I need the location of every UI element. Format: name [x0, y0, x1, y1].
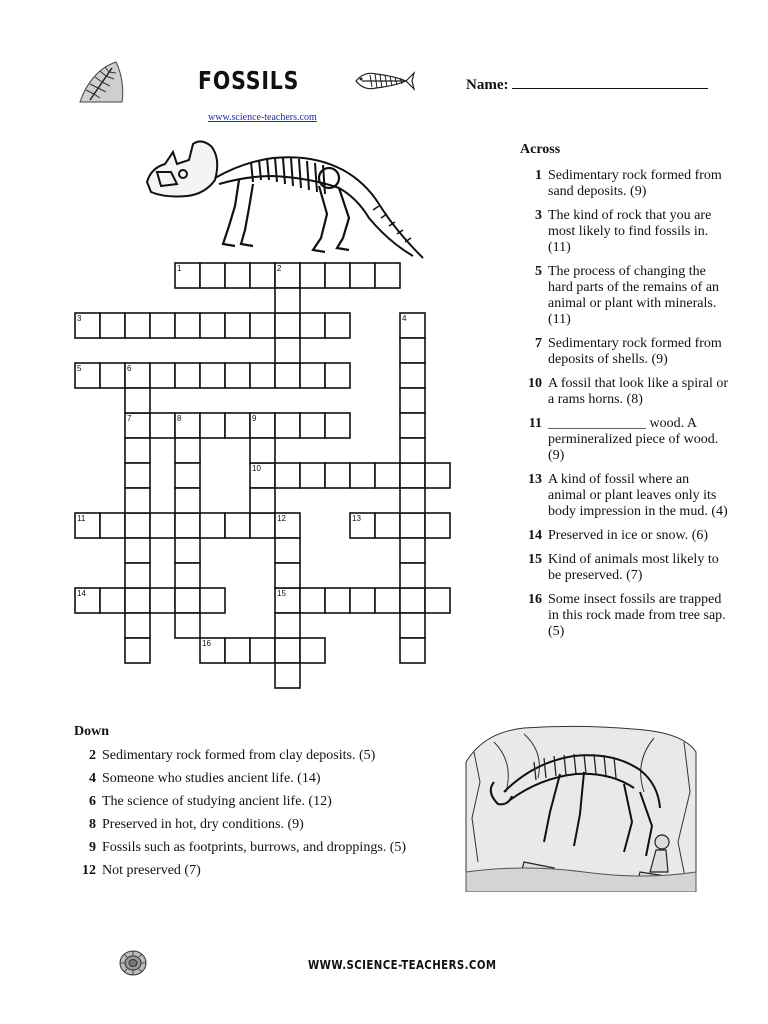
crossword-cell[interactable] [375, 463, 400, 488]
across-clue-11 [520, 416, 730, 464]
crossword-cell[interactable] [225, 363, 250, 388]
cell-number: 2 [277, 264, 282, 273]
crossword-cell[interactable] [200, 313, 225, 338]
crossword-cell[interactable] [350, 463, 375, 488]
clue-number: 3 [535, 208, 542, 223]
crossword-cell[interactable] [150, 413, 175, 438]
crossword-cell[interactable] [125, 613, 150, 638]
crossword-cell[interactable] [175, 363, 200, 388]
clue-text: The kind of rock that you are most likely to find fossils in. (11) [548, 208, 712, 255]
crossword-cell[interactable] [200, 263, 225, 288]
crossword-cell[interactable] [350, 513, 375, 538]
crossword-cell[interactable] [275, 288, 300, 313]
cell-number: 11 [77, 514, 86, 523]
cell-number: 8 [177, 414, 182, 423]
crossword-cell[interactable] [250, 488, 275, 513]
clue-number: 12 [82, 863, 96, 878]
clue-number: 13 [528, 472, 542, 487]
clue-text: Not preserved (7) [102, 863, 201, 878]
cell-number: 15 [277, 589, 286, 598]
crossword-cell[interactable] [125, 538, 150, 563]
across-clue-5 [520, 264, 730, 328]
clue-number: 4 [89, 771, 96, 786]
cell-number: 16 [202, 639, 211, 648]
crossword-cell[interactable] [175, 438, 200, 463]
crossword-cell[interactable] [150, 588, 175, 613]
down-clue-8 [74, 817, 434, 833]
clue-number: 2 [89, 748, 96, 763]
crossword-cell[interactable] [200, 513, 225, 538]
crossword-cell[interactable] [275, 538, 300, 563]
crossword-cell[interactable] [250, 313, 275, 338]
crossword-cell[interactable] [100, 513, 125, 538]
clue-text: Preserved in ice or snow. (6) [548, 528, 709, 543]
down-clue-4 [74, 771, 434, 787]
crossword-cell[interactable] [425, 513, 450, 538]
clue-number: 7 [535, 336, 542, 351]
clue-text: Fossils such as footprints, burrows, and droppings. (5) [102, 840, 407, 855]
clue-number: 16 [528, 592, 542, 607]
across-clues [520, 142, 730, 648]
crossword-cell[interactable] [125, 363, 150, 388]
crossword-cell[interactable] [125, 588, 150, 613]
crossword-cell[interactable] [100, 588, 125, 613]
crossword-cell[interactable] [375, 513, 400, 538]
crossword-cell[interactable] [175, 413, 200, 438]
crossword-cell[interactable] [125, 388, 150, 413]
crossword-cell[interactable] [175, 313, 200, 338]
crossword-cell[interactable] [250, 638, 275, 663]
crossword-cell[interactable] [175, 488, 200, 513]
crossword-cell[interactable] [125, 438, 150, 463]
crossword-cell[interactable] [75, 363, 100, 388]
crossword-cell[interactable] [400, 513, 425, 538]
crossword-cell[interactable] [175, 613, 200, 638]
cell-number: 7 [127, 414, 132, 423]
clue-text: Preserved in hot, dry conditions. (9) [102, 817, 304, 832]
crossword-cell[interactable] [75, 513, 100, 538]
crossword-cell[interactable] [225, 513, 250, 538]
crossword-cell[interactable] [300, 588, 325, 613]
crossword-cell[interactable] [175, 463, 200, 488]
across-clue-3 [520, 208, 730, 256]
crossword-cell[interactable] [400, 463, 425, 488]
crossword-cell[interactable] [200, 638, 225, 663]
down-clues [74, 724, 434, 886]
cell-number: 1 [177, 264, 182, 273]
clue-text: Some insect fossils are trapped in this rock made from tree sap. (5) [548, 592, 726, 639]
clue-number: 6 [89, 794, 96, 809]
crossword-cell[interactable] [275, 638, 300, 663]
crossword-cell[interactable] [400, 388, 425, 413]
crossword-cell[interactable] [350, 588, 375, 613]
across-clue-1 [520, 168, 730, 200]
crossword-cell[interactable] [325, 413, 350, 438]
crossword-cell[interactable] [200, 363, 225, 388]
clue-number: 15 [528, 552, 542, 567]
crossword-cell[interactable] [400, 438, 425, 463]
crossword-cell[interactable] [300, 313, 325, 338]
clue-text: Sedimentary rock formed from sand deposits. (9) [548, 168, 722, 199]
crossword-cell[interactable] [275, 313, 300, 338]
down-clue-6 [74, 794, 434, 810]
crossword-cell[interactable] [400, 563, 425, 588]
fossil-dig-scene-icon [464, 722, 698, 897]
crossword-cell[interactable] [300, 638, 325, 663]
crossword-cell[interactable] [400, 363, 425, 388]
crossword-cell[interactable] [400, 413, 425, 438]
crossword-cell[interactable] [300, 463, 325, 488]
crossword-cell[interactable] [225, 313, 250, 338]
crossword-cell[interactable] [400, 638, 425, 663]
crossword-cell[interactable] [400, 613, 425, 638]
cell-number: 6 [127, 364, 132, 373]
website-link[interactable]: www.science-teachers.com [208, 112, 317, 123]
clue-number: 9 [89, 840, 96, 855]
across-clue-16 [520, 592, 730, 640]
clue-text: A fossil that look like a spiral or a rams horns. (8) [548, 376, 729, 407]
crossword-cell[interactable] [150, 313, 175, 338]
crossword-cell[interactable] [250, 463, 275, 488]
clue-text: The process of changing the hard parts of the remains of an animal or plant with minerals. (11) [548, 264, 720, 327]
down-heading: Down [74, 724, 110, 739]
crossword-cell[interactable] [275, 263, 300, 288]
footer-website: WWW.SCIENCE-TEACHERS.COM [308, 958, 497, 972]
clue-number: 11 [528, 416, 542, 431]
crossword-cell[interactable] [125, 313, 150, 338]
across-clue-7 [520, 336, 730, 368]
clue-number: 8 [89, 817, 96, 832]
crossword-cell[interactable] [400, 538, 425, 563]
clue-text: Someone who studies ancient life. (14) [102, 771, 321, 786]
clue-text: The science of studying ancient life. (12) [102, 794, 332, 809]
crossword-cell[interactable] [300, 263, 325, 288]
crossword-cell[interactable] [175, 563, 200, 588]
crossword-cell[interactable] [175, 588, 200, 613]
crossword-cell[interactable] [250, 363, 275, 388]
name-label: Name: [466, 77, 509, 93]
crossword-cell[interactable] [75, 313, 100, 338]
crossword-cell[interactable] [275, 613, 300, 638]
crossword-cell[interactable] [350, 263, 375, 288]
ammonite-icon [116, 948, 150, 983]
clue-number: 10 [528, 376, 542, 391]
crossword-cell[interactable] [325, 363, 350, 388]
crossword-cell[interactable] [250, 438, 275, 463]
crossword-cell[interactable] [75, 588, 100, 613]
clue-number: 5 [535, 264, 542, 279]
clue-number: 14 [528, 528, 542, 543]
crossword-cell[interactable] [300, 363, 325, 388]
down-clue-12 [74, 863, 434, 879]
crossword-cell[interactable] [225, 413, 250, 438]
clue-number: 1 [535, 168, 542, 183]
crossword-cell[interactable] [275, 663, 300, 688]
page-title: FOSSILS [198, 66, 300, 95]
crossword-cell[interactable] [425, 463, 450, 488]
crossword-cell[interactable] [200, 588, 225, 613]
crossword-cell[interactable] [325, 313, 350, 338]
crossword-cell[interactable] [275, 413, 300, 438]
crossword-cell[interactable] [150, 363, 175, 388]
crossword-cell[interactable] [275, 463, 300, 488]
crossword-cell[interactable] [100, 363, 125, 388]
down-clue-9 [74, 840, 434, 856]
crossword-cell[interactable] [175, 538, 200, 563]
crossword-cell[interactable] [375, 588, 400, 613]
crossword-cell[interactable] [250, 513, 275, 538]
crossword-cell[interactable] [125, 488, 150, 513]
crossword-cell[interactable] [250, 263, 275, 288]
crossword-cell[interactable] [425, 588, 450, 613]
clue-text: Kind of animals most likely to be preserved. (7) [548, 552, 719, 583]
across-clue-15 [520, 552, 730, 584]
cell-number: 14 [77, 589, 86, 598]
clue-text: Sedimentary rock formed from deposits of shells. (9) [548, 336, 722, 367]
crossword-cell[interactable] [275, 363, 300, 388]
clue-text: Sedimentary rock formed from clay deposits. (5) [102, 748, 376, 763]
crossword-cell[interactable] [175, 263, 200, 288]
cell-number: 13 [352, 514, 361, 523]
crossword-cell[interactable] [225, 638, 250, 663]
crossword-cell[interactable] [150, 513, 175, 538]
across-clue-13 [520, 472, 730, 520]
crossword-cell[interactable] [325, 463, 350, 488]
crossword-cell[interactable] [125, 413, 150, 438]
crossword-cell[interactable] [400, 313, 425, 338]
crossword-cell[interactable] [175, 513, 200, 538]
crossword-cell[interactable] [400, 338, 425, 363]
crossword-cell[interactable] [325, 263, 350, 288]
clue-text: A kind of fossil where an animal or plant leaves only its body impression in the mud. (4) [548, 472, 728, 519]
crossword-cell[interactable] [275, 513, 300, 538]
cell-number: 5 [77, 364, 82, 373]
across-clue-14 [520, 528, 730, 544]
across-heading: Across [520, 142, 561, 157]
crossword-cell[interactable] [100, 313, 125, 338]
crossword-cell[interactable] [200, 413, 225, 438]
cell-number: 4 [402, 314, 407, 323]
crossword-cell[interactable] [275, 563, 300, 588]
crossword-cell[interactable] [125, 563, 150, 588]
cell-number: 9 [252, 414, 257, 423]
down-clue-2 [74, 748, 434, 764]
crossword-cell[interactable] [400, 488, 425, 513]
cell-number: 3 [77, 314, 82, 323]
crossword-cell[interactable] [275, 588, 300, 613]
across-clue-10 [520, 376, 730, 408]
crossword-cell[interactable] [400, 588, 425, 613]
clue-text: ______________ wood. A permineralized piece of wood. (9) [548, 416, 719, 463]
crossword-cell[interactable] [125, 463, 150, 488]
crossword-cell[interactable] [225, 263, 250, 288]
crossword-cell[interactable] [275, 338, 300, 363]
crossword-cell[interactable] [325, 588, 350, 613]
crossword-cell[interactable] [125, 638, 150, 663]
crossword-cell[interactable] [125, 513, 150, 538]
crossword-cell[interactable] [300, 413, 325, 438]
cell-number: 12 [277, 514, 286, 523]
cell-number: 10 [252, 464, 261, 473]
crossword-cell[interactable] [375, 263, 400, 288]
crossword-cell[interactable] [250, 413, 275, 438]
